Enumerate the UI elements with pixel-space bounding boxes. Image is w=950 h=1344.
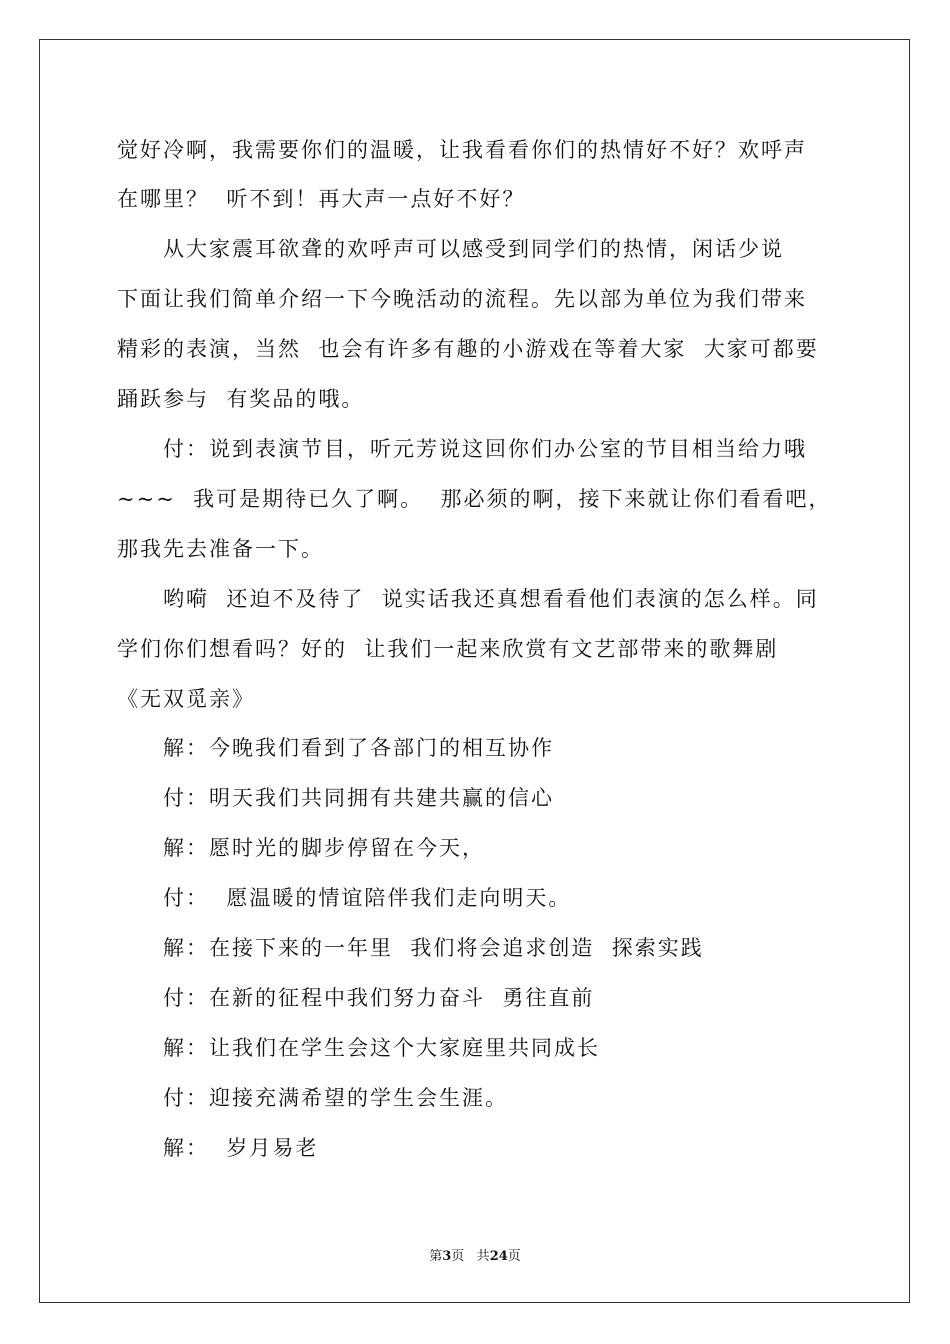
total-prefix: 共 [476, 1249, 490, 1264]
text-line: 付：在新的征程中我们努力奋斗 勇往直前 [163, 986, 595, 1010]
text-line: 解：在接下来的一年里 我们将会追求创造 探索实践 [163, 936, 704, 960]
total-suffix: 页 [507, 1249, 521, 1264]
text-line: 下面让我们简单介绍一下今晚活动的流程。先以部为单位为我们带来 [117, 287, 807, 311]
text-line: 付：迎接充满希望的学生会生涯。 [163, 1086, 508, 1110]
total-pages: 24 [489, 1249, 508, 1264]
text-line: 哟嗬 还迫不及待了 说实话我还真想看看他们表演的怎么样。同 [163, 587, 819, 611]
text-line: 在哪里？ 听不到！再大声一点好不好？ [117, 187, 526, 211]
page-border [39, 39, 910, 1303]
text-line: 踊跃参与 有奖品的哦。 [117, 387, 365, 411]
text-line: 付：说到表演节目，听元芳说这回你们办公室的节目相当给力哦 [163, 437, 807, 461]
text-line: ~~~ 我可是期待已久了啊。 那必须的啊，接下来就让你们看看吧， [117, 487, 832, 511]
text-line: 那我先去准备一下。 [117, 537, 324, 561]
text-line: 解：今晚我们看到了各部门的相互协作 [163, 736, 554, 760]
text-line: 付：明天我们共同拥有共建共赢的信心 [163, 786, 554, 810]
text-line: 学们你们想看吗？好的 让我们一起来欣赏有文艺部带来的歌舞剧 [117, 637, 779, 661]
text-line: 解：让我们在学生会这个大家庭里共同成长 [163, 1036, 600, 1060]
text-line: 从大家震耳欲聋的欢呼声可以感受到同学们的热情，闲话少说 [163, 237, 784, 261]
text-line: 解： 岁月易老 [163, 1136, 319, 1160]
page-number: 3 [442, 1249, 452, 1264]
text-line: 精彩的表演，当然 也会有许多有趣的小游戏在等着大家 大家可都要 [117, 337, 819, 361]
text-line: 解：愿时光的脚步停留在今天， [163, 836, 485, 860]
page-prefix: 第 [429, 1249, 443, 1264]
text-line: 《无双觅亲》 [117, 687, 255, 711]
page-footer [0, 1248, 950, 1266]
text-line: 觉好冷啊，我需要你们的温暖，让我看看你们的热情好不好？欢呼声 [117, 138, 807, 162]
text-line: 付： 愿温暖的情谊陪伴我们走向明天。 [163, 886, 572, 910]
page-suffix: 页 [451, 1249, 465, 1264]
